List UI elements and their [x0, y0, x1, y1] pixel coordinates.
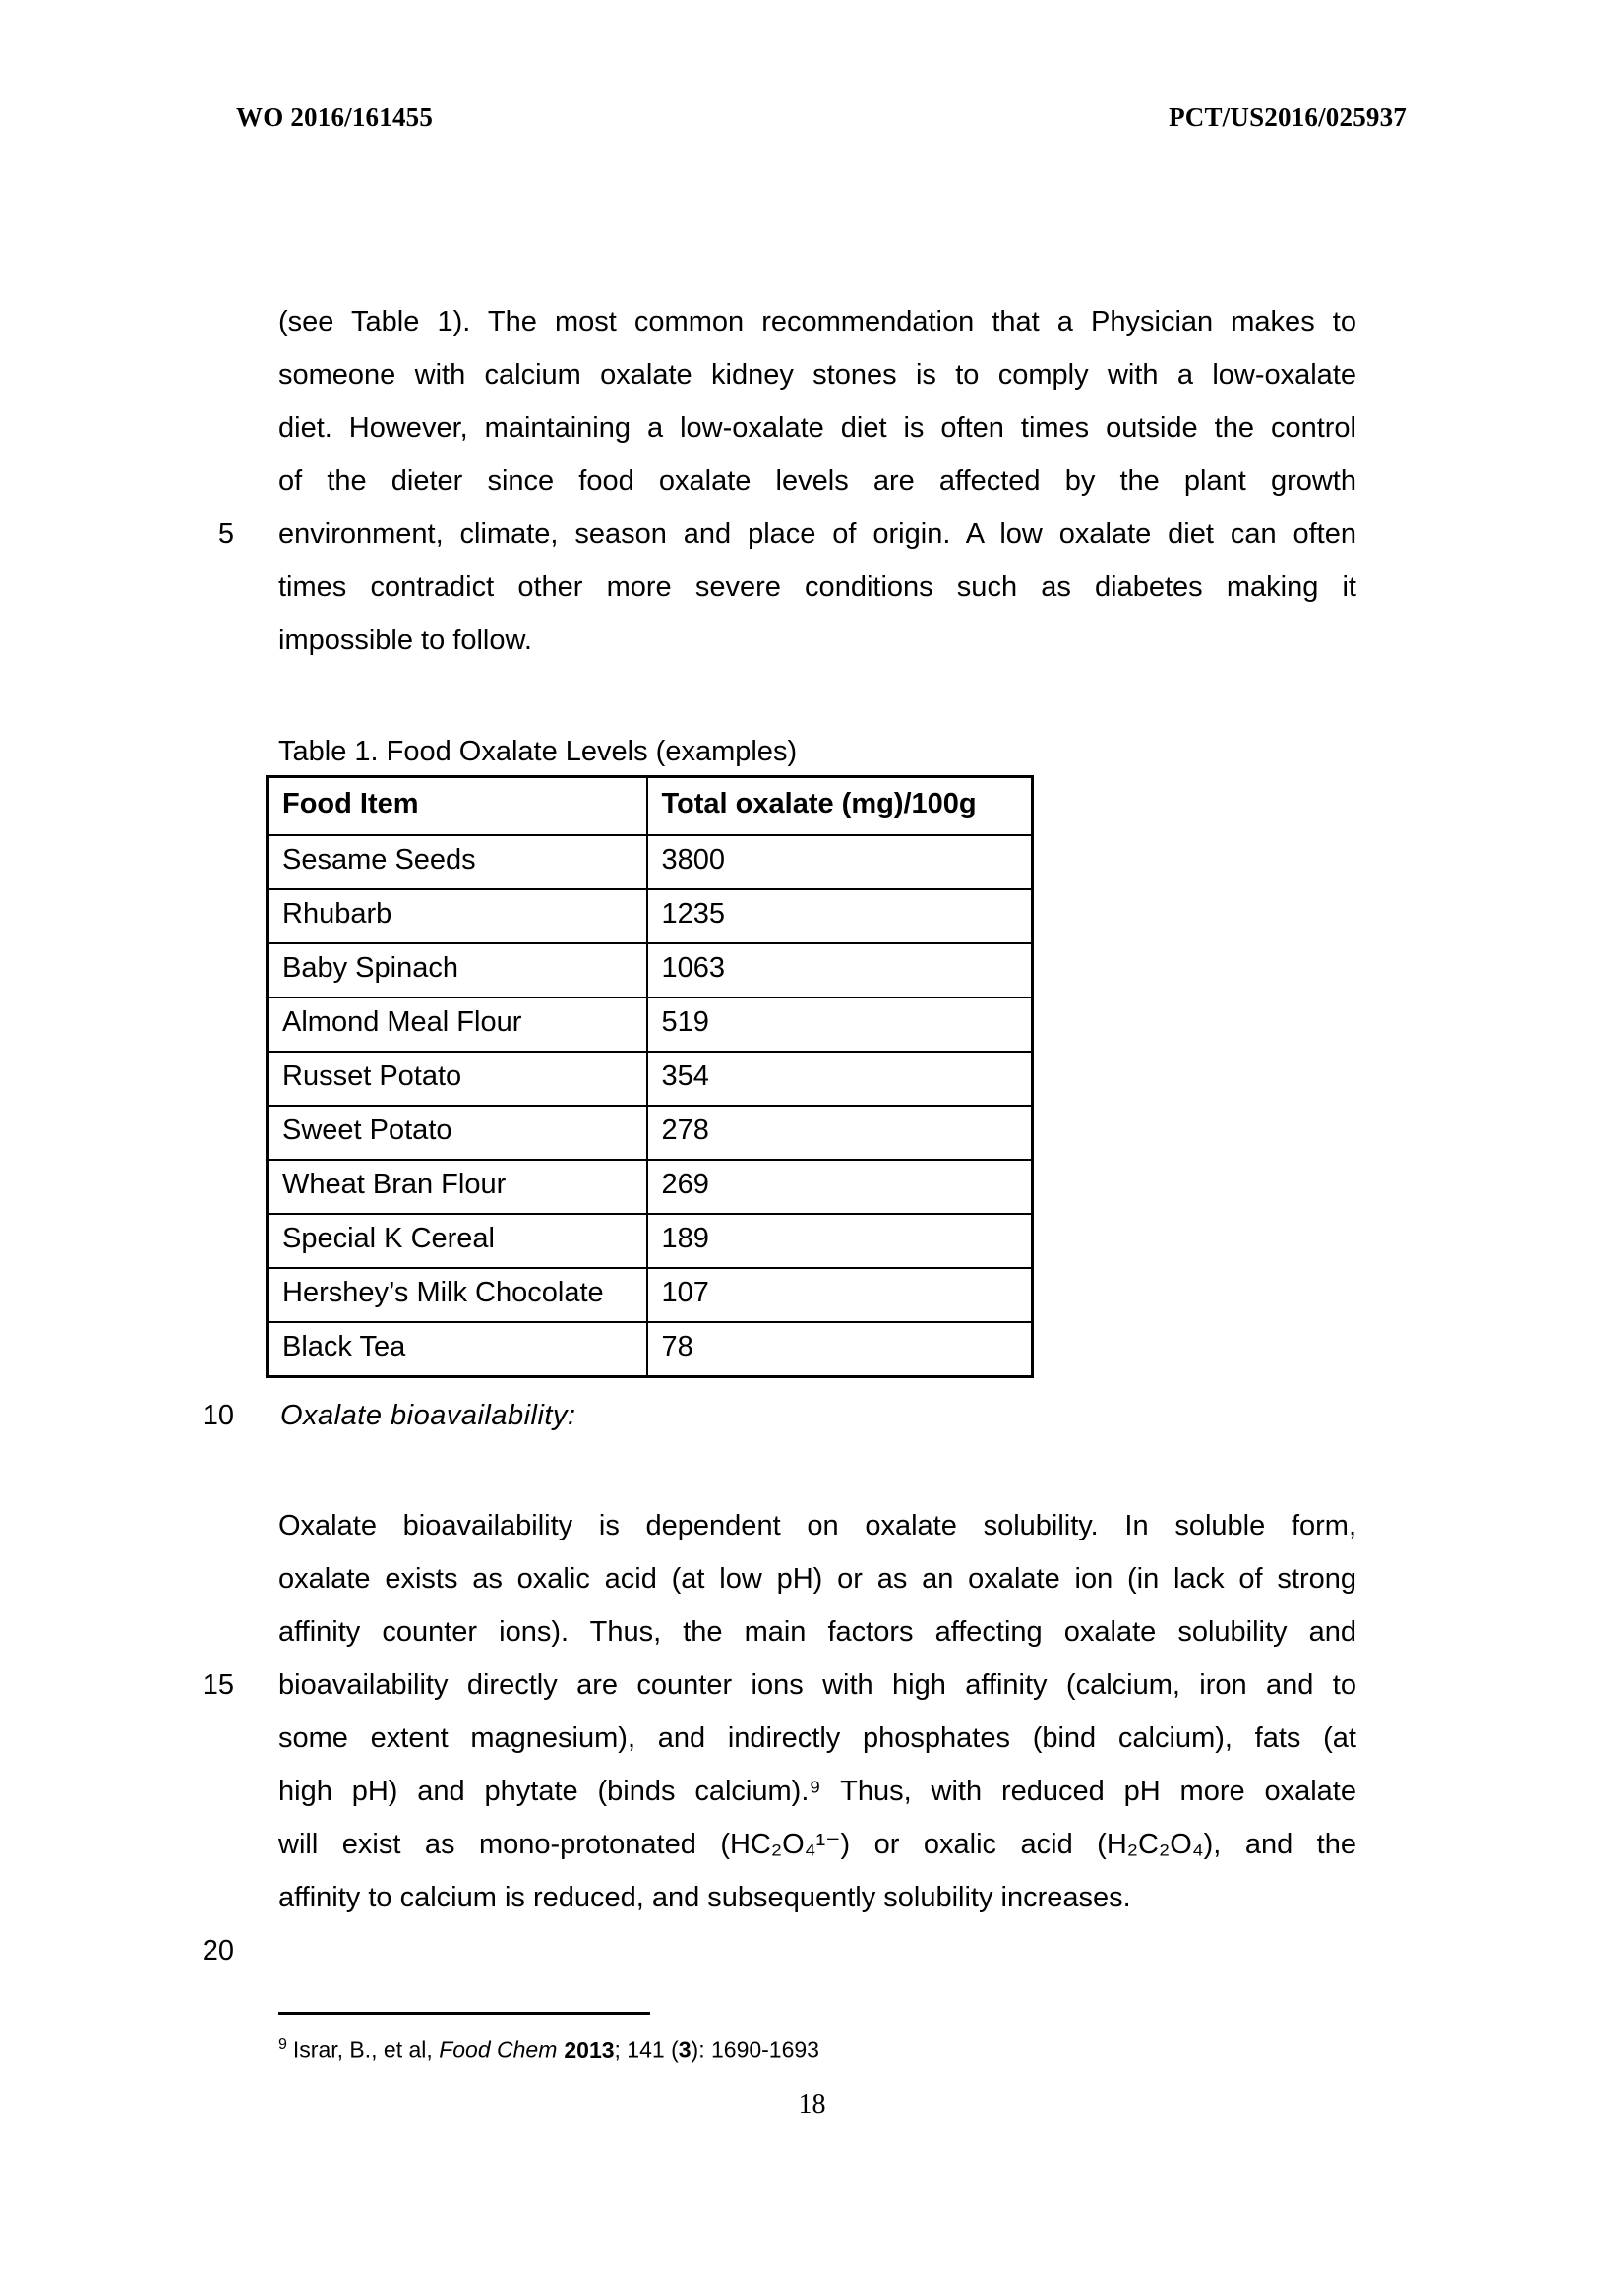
footnote-authors: Israr, B., et al, — [292, 2036, 440, 2063]
paragraph-line: (see Table 1). The most common recommendation that a Physician makes to — [278, 306, 1356, 337]
publication-number: WO 2016/161455 — [236, 102, 434, 132]
oxalate-value-cell: 189 — [647, 1214, 1033, 1268]
paragraph-1 — [278, 295, 1356, 667]
oxalate-table — [266, 775, 1034, 1378]
oxalate-value-cell: 519 — [647, 997, 1033, 1052]
table-caption: Table 1. Food Oxalate Levels (examples) — [278, 736, 798, 767]
paragraph-line: affinity counter ions). Thus, the main factors affecting oxalate solubility and — [278, 1616, 1356, 1648]
footnote-issue: 3 — [678, 2036, 692, 2063]
paragraph-line: oxalate exists as oxalic acid (at low pH) or as an oxalate ion (in lack of strong — [278, 1563, 1356, 1595]
application-number: PCT/US2016/025937 — [1169, 102, 1407, 132]
food-item-cell: Wheat Bran Flour — [268, 1160, 647, 1214]
paragraph-line: high pH) and phytate (binds calcium).⁹ Thus, with reduced pH more oxalate — [278, 1776, 1356, 1807]
food-item-cell: Russet Potato — [268, 1052, 647, 1106]
footnote-pages: ): 1690-1693 — [691, 2036, 819, 2063]
food-item-cell: Almond Meal Flour — [268, 997, 647, 1052]
oxalate-value-cell: 269 — [647, 1160, 1033, 1214]
footnote-marker: 9 — [278, 2036, 287, 2053]
oxalate-value-cell: 78 — [647, 1322, 1033, 1377]
paragraph-line: impossible to follow. — [278, 625, 532, 656]
food-item-cell: Sweet Potato — [268, 1106, 647, 1160]
oxalate-value-cell: 107 — [647, 1268, 1033, 1322]
column-header-food-item: Food Item — [268, 777, 647, 836]
footnote-separator: ; 141 ( — [614, 2036, 679, 2063]
food-item-cell: Special K Cereal — [268, 1214, 647, 1268]
oxalate-value-cell: 278 — [647, 1106, 1033, 1160]
table-row — [268, 1214, 1033, 1268]
footnote-year: 2013 — [564, 2036, 615, 2063]
page-number: 18 — [798, 2089, 826, 2120]
table-row — [268, 1106, 1033, 1160]
document-header — [236, 102, 1407, 133]
table-row — [268, 1268, 1033, 1322]
table-row — [268, 997, 1033, 1052]
oxalate-value-cell: 1235 — [647, 889, 1033, 943]
food-item-cell: Sesame Seeds — [268, 835, 647, 889]
column-header-total-oxalate: Total oxalate (mg)/100g — [647, 777, 1033, 836]
food-item-cell: Baby Spinach — [268, 943, 647, 997]
table-row — [268, 1322, 1033, 1377]
table-row — [268, 1160, 1033, 1214]
footnote — [278, 2028, 1360, 2067]
section-heading-oxalate-bioavailability: Oxalate bioavailability: — [280, 1400, 576, 1431]
paragraph-line: times contradict other more severe conditions such as diabetes making it — [278, 572, 1356, 603]
table-row — [268, 889, 1033, 943]
paragraph-line: diet. However, maintaining a low-oxalate diet is often times outside the control — [278, 412, 1356, 444]
paragraph-2 — [278, 1499, 1356, 1924]
margin-line-number-15: 15 — [202, 1669, 234, 1701]
table-row — [268, 943, 1033, 997]
paragraph-line: affinity to calcium is reduced, and subsequently solubility increases. — [278, 1882, 1131, 1913]
table-row — [268, 1052, 1033, 1106]
food-item-cell: Hershey’s Milk Chocolate — [268, 1268, 647, 1322]
margin-line-number-20: 20 — [202, 1935, 234, 1966]
paragraph-line: bioavailability directly are counter ions with high affinity (calcium, iron and to — [278, 1669, 1356, 1701]
food-item-cell: Black Tea — [268, 1322, 647, 1377]
paragraph-line: Oxalate bioavailability is dependent on oxalate solubility. In soluble form, — [278, 1510, 1356, 1541]
paragraph-line: of the dieter since food oxalate levels are affected by the plant growth — [278, 465, 1356, 497]
paragraph-line: some extent magnesium), and indirectly phosphates (bind calcium), fats (at — [278, 1722, 1356, 1754]
oxalate-value-cell: 3800 — [647, 835, 1033, 889]
table-header-row — [268, 777, 1033, 836]
table-row — [268, 835, 1033, 889]
margin-line-number-10: 10 — [202, 1400, 234, 1431]
oxalate-value-cell: 1063 — [647, 943, 1033, 997]
oxalate-value-cell: 354 — [647, 1052, 1033, 1106]
paragraph-line: someone with calcium oxalate kidney stones is to comply with a low-oxalate — [278, 359, 1356, 391]
footnote-divider — [278, 2012, 650, 2015]
paragraph-line: will exist as mono-protonated (HC₂O₄¹⁻) or oxalic acid (H₂C₂O₄), and the — [278, 1829, 1356, 1860]
food-item-cell: Rhubarb — [268, 889, 647, 943]
margin-line-number-5: 5 — [217, 518, 234, 550]
paragraph-line: environment, climate, season and place of origin. A low oxalate diet can often — [278, 518, 1356, 550]
footnote-journal: Food Chem — [439, 2036, 558, 2063]
